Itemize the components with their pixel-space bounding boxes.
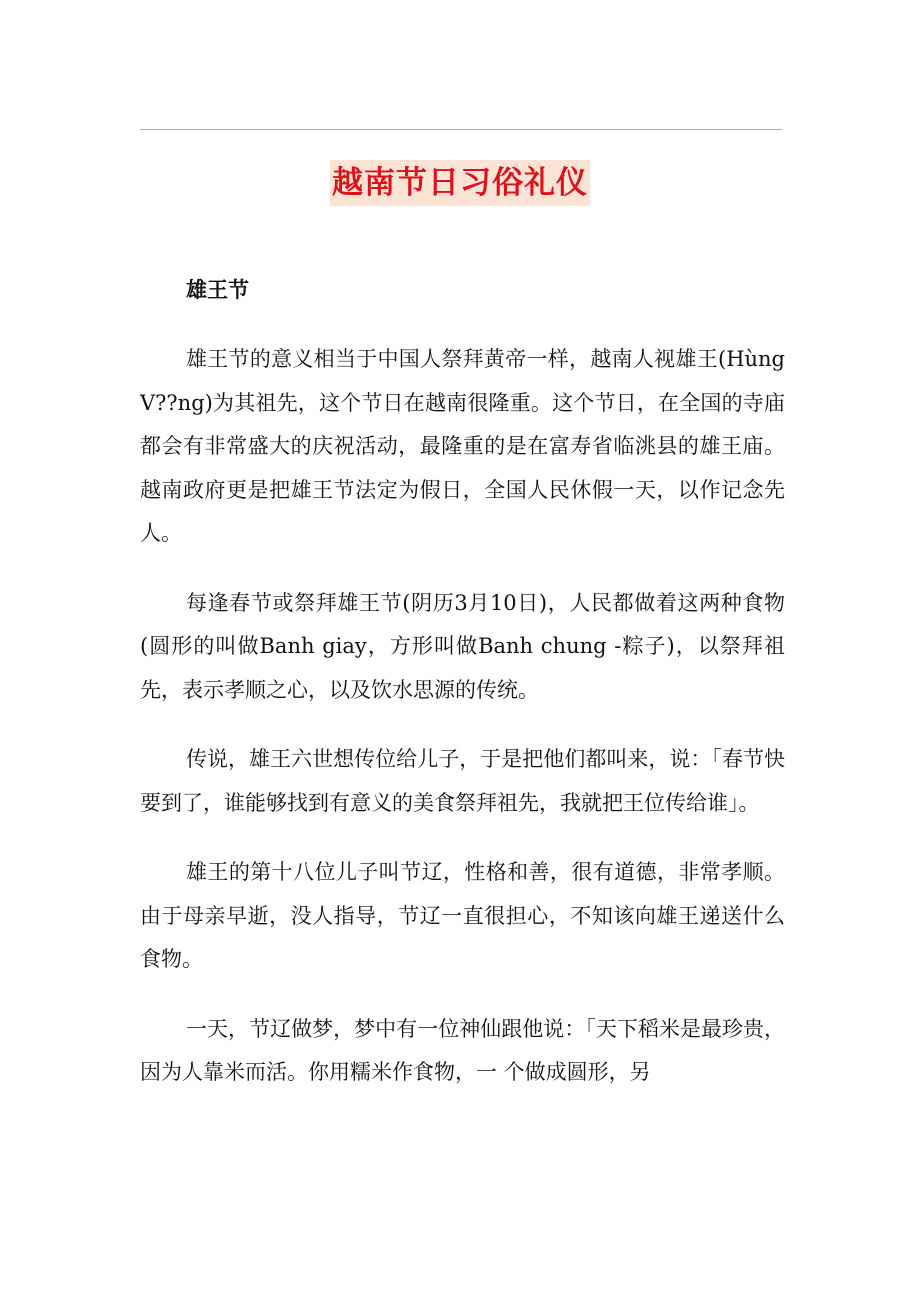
header-rule [140, 129, 782, 130]
paragraph: 每逢春节或祭拜雄王节(阴历3月10日)，人民都做着这两种食物(圆形的叫做Banh giay，方形叫做Banh chung -粽子)，以祭拜祖先，表示孝顺之心，以及饮水思源的传统。 [140, 590, 785, 702]
paragraph: 雄王节的意义相当于中国人祭拜黄帝一样，越南人视雄王(Hùng V??ng)为其祖先，这个节日在越南很隆重。这个节日，在全国的寺庙都会有非常盛大的庆祝活动，最隆重的是在富寿省临洮县的雄王庙。越南政府更是把雄王节法定为假日，全国人民休假一天，以作记念先人。 [140, 347, 785, 545]
paragraph: 传说，雄王六世想传位给儿子，于是把他们都叫来，说：「春节快要到了，谁能够找到有意义的美食祭拜祖先，我就把王位传给谁」。 [140, 747, 785, 815]
title-container [0, 160, 920, 206]
paragraph: 一天，节辽做梦，梦中有一位神仙跟他说：「天下稻米是最珍贵，因为人靠米而活。你用糯米作食物，一 个做成圆形，另 [140, 1016, 785, 1084]
document-body [140, 268, 785, 1121]
document-title: 越南节日习俗礼仪 [330, 160, 590, 206]
section-heading: 雄王节 [186, 278, 249, 302]
paragraph: 雄王的第十八位儿子叫节辽，性格和善，很有道德，非常孝顺。由于母亲早逝，没人指导，节辽一直很担心，不知该向雄王递送什么食物。 [140, 860, 785, 971]
